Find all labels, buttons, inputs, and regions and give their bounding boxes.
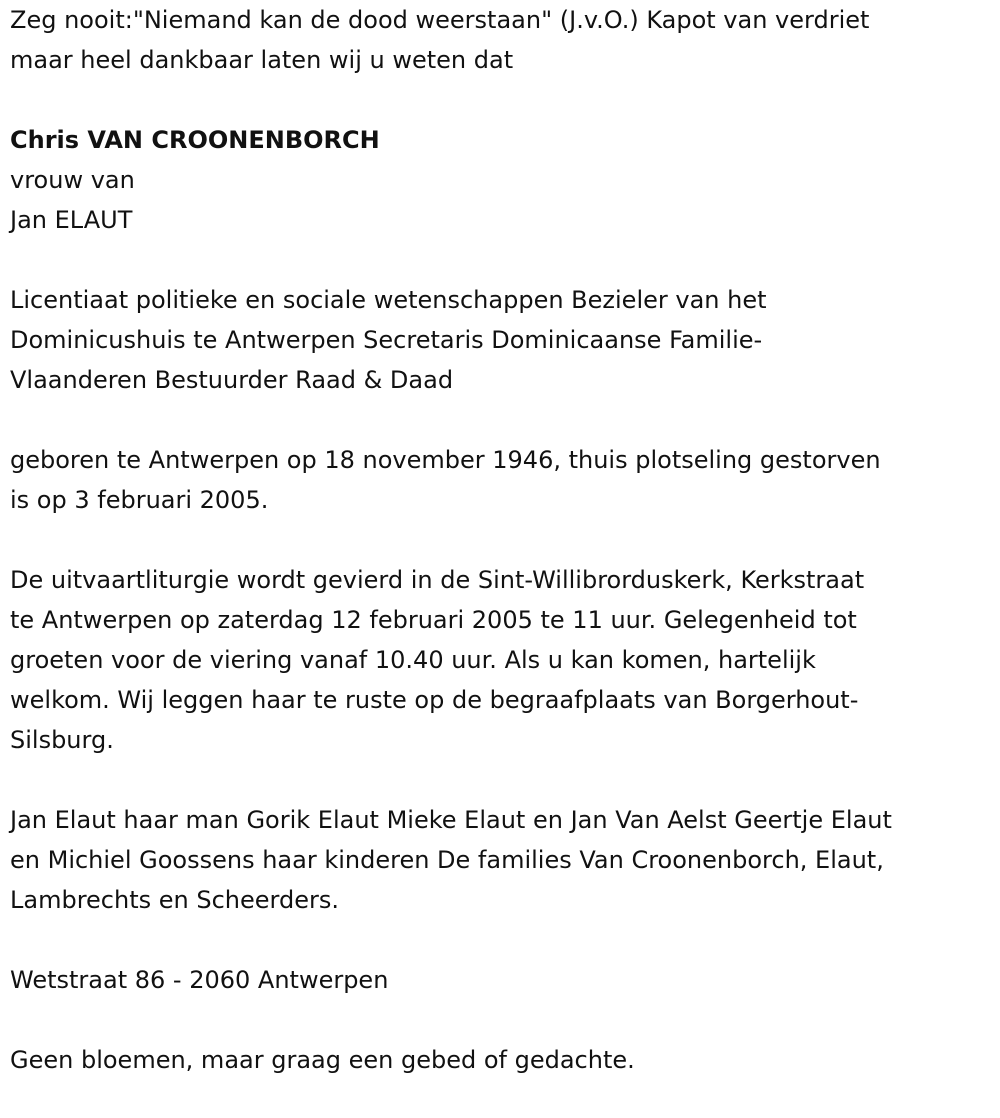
spouse-name: Jan ELAUT bbox=[10, 206, 133, 234]
closing-text: Geen bloemen, maar graag een gebed of gedachte. bbox=[10, 1046, 635, 1074]
death-notice bbox=[10, 0, 995, 1080]
funeral-line: De uitvaartliturgie wordt gevierd in de Sint-Willibrorduskerk, Kerkstraat bbox=[10, 566, 865, 594]
titles-line: Licentiaat politieke en sociale wetenschappen Bezieler van het bbox=[10, 286, 767, 314]
funeral-line: Silsburg. bbox=[10, 726, 114, 754]
birth-death-line: is op 3 februari 2005. bbox=[10, 486, 269, 514]
opening-line: maar heel dankbaar laten wij u weten dat bbox=[10, 46, 514, 74]
family-paragraph bbox=[10, 800, 995, 920]
titles-line: Dominicushuis te Antwerpen Secretaris Dominicaanse Familie- bbox=[10, 326, 763, 354]
funeral-line: groeten voor de viering vanaf 10.40 uur. Als u kan komen, hartelijk bbox=[10, 646, 816, 674]
family-line: Lambrechts en Scheerders. bbox=[10, 886, 339, 914]
birth-death-line: geboren te Antwerpen op 18 november 1946, thuis plotseling gestorven bbox=[10, 446, 881, 474]
opening-line: Zeg nooit:"Niemand kan de dood weerstaan" (J.v.O.) Kapot van verdriet bbox=[10, 6, 870, 34]
birth-death-paragraph bbox=[10, 440, 995, 520]
opening-paragraph bbox=[10, 0, 995, 80]
relation-text: vrouw van bbox=[10, 166, 135, 194]
funeral-paragraph bbox=[10, 560, 995, 760]
titles-paragraph bbox=[10, 280, 995, 400]
address: Wetstraat 86 - 2060 Antwerpen bbox=[10, 966, 389, 994]
deceased-name: Chris VAN CROONENBORCH bbox=[10, 126, 380, 154]
family-line: Jan Elaut haar man Gorik Elaut Mieke Elaut en Jan Van Aelst Geertje Elaut bbox=[10, 806, 892, 834]
titles-line: Vlaanderen Bestuurder Raad & Daad bbox=[10, 366, 454, 394]
funeral-line: te Antwerpen op zaterdag 12 februari 2005 te 11 uur. Gelegenheid tot bbox=[10, 606, 857, 634]
family-line: en Michiel Goossens haar kinderen De families Van Croonenborch, Elaut, bbox=[10, 846, 884, 874]
funeral-line: welkom. Wij leggen haar te ruste op de begraafplaats van Borgerhout- bbox=[10, 686, 859, 714]
